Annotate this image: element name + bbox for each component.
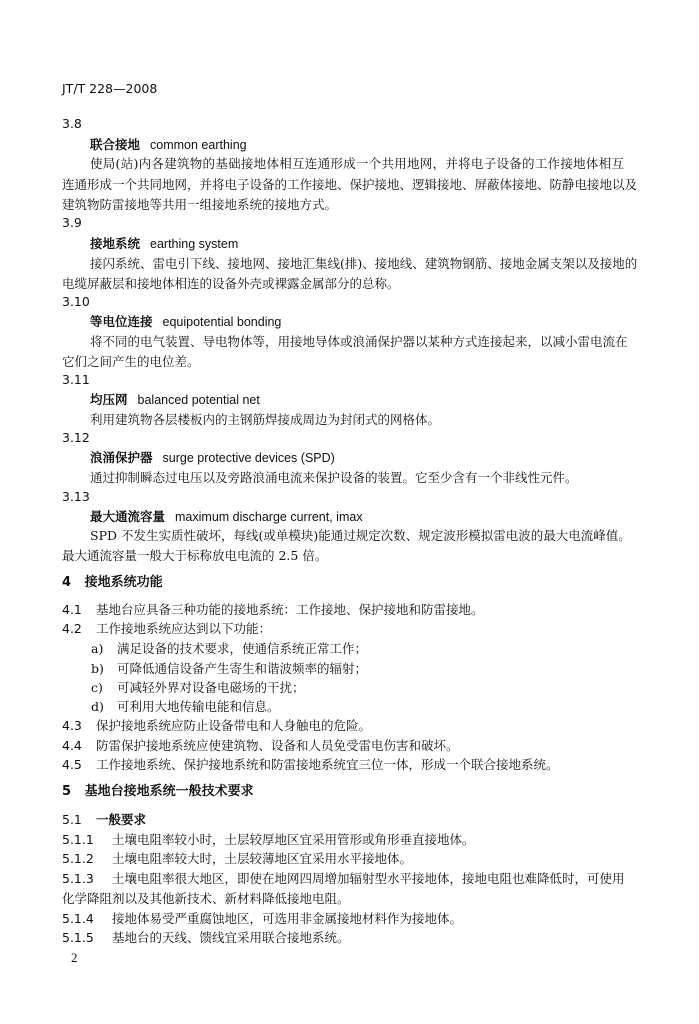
item-text: 接地体易受严重腐蚀地区，可选用非金属接地材料作为接地体。 [112,911,463,926]
item-number: 4.2 [62,621,82,636]
item-text-continuation: 化学降阻剂以及其他新技术、新材料降低接地电阻。 [62,891,350,906]
clause-body-line: 电缆屏蔽层和接地体相连的设备外壳或裸露金属部分的总称。 [62,276,400,291]
term-en: surge protective devices (SPD) [162,451,335,465]
clause-term [90,509,363,525]
item-number: 4.1 [62,602,82,617]
item-number: 5.1.5 [62,930,94,945]
page-number: 2 [71,950,78,965]
item-number: 4.5 [62,757,82,772]
item-text: 工作接地系统应达到以下功能： [96,621,272,636]
clause-number: 3.12 [62,430,90,445]
item-number: 4.3 [62,718,82,733]
term-zh: 联合接地 [90,137,141,152]
item-number: 5.1.2 [62,851,94,866]
subsection-title: 一般要求 [96,812,147,827]
term-zh: 接地系统 [90,236,141,251]
list-item-text: 可降低通信设备产生寄生和谐波频率的辐射； [117,661,368,676]
item-text: 土壤电阻率较小时，土层较厚地区宜采用管形或角形垂直接地体。 [112,832,475,847]
item-text: 土壤电阻率很大地区，即使在地网四周增加辐射型水平接地体，接地电阻也难降低时，可使用 [112,871,625,886]
clause-term [90,137,247,153]
item-text: 工作接地系统、保护接地系统和防雷接地系统宜三位一体，形成一个联合接地系统。 [96,757,559,772]
item-text: 基地台的天线、馈线宜采用联合接地系统。 [112,930,350,945]
clause-body-line: 利用建筑物各层楼板内的主钢筋焊接成周边为封闭式的网格体。 [90,412,441,427]
term-zh: 最大通流容量 [90,509,166,524]
term-zh: 均压网 [90,392,128,407]
list-marker: c) [91,680,103,695]
list-marker: a) [91,641,104,656]
clause-body-line: 它们之间产生的电位差。 [62,354,200,369]
list-item-text: 满足设备的技术要求，使通信系统正常工作； [117,641,368,656]
item-number: 5.1.3 [62,871,94,886]
clause-term [90,450,335,466]
clause-body-line: 通过抑制瞬态过电压以及旁路浪涌电流来保护设备的装置。它至少含有一个非线性元件。 [90,470,578,485]
item-text: 保护接地系统应防止设备带电和人身触电的危险。 [96,718,372,733]
clause-body-line: 将不同的电气装置、导电物体等，用接地导体或浪涌保护器以某种方式连接起来，以减小雷电流在 [90,334,628,349]
list-item-text: 可利用大地传输电能和信息。 [117,699,280,714]
clause-body-line: 使局(站)内各建筑物的基础接地体相互连通形成一个共用地网，并将电子设备的工作接地体相互 [90,156,624,171]
list-item-text: 可减轻外界对设备电磁场的干扰； [117,680,305,695]
clause-body-line: 接闪系统、雷电引下线、接地网、接地汇集线(排)、接地线、建筑物钢筋、接地金属支架以及接地的 [90,256,638,271]
item-text: 防雷保护接地系统应使建筑物、设备和人员免受雷电伤害和破坏。 [96,738,459,753]
item-text: 基地台应具备三种功能的接地系统：工作接地、保护接地和防雷接地。 [96,602,484,617]
list-marker: d) [91,699,104,714]
item-text: 土壤电阻率较大时，土层较薄地区宜采用水平接地体。 [112,851,413,866]
clause-number: 3.9 [62,215,82,230]
section-heading: 5 基地台接地系统一般技术要求 [62,784,254,799]
item-number: 5.1.1 [62,832,94,847]
clause-number: 3.8 [62,116,82,131]
clause-term [90,392,260,408]
item-number: 5.1.4 [62,911,94,926]
document-standard-id: JT/T 228—2008 [62,81,158,96]
term-en: equipotential bonding [162,315,282,329]
clause-number: 3.10 [62,294,90,309]
term-zh: 浪涌保护器 [90,450,153,465]
clause-number: 3.13 [62,489,90,504]
clause-term [90,236,238,252]
item-number: 4.4 [62,738,82,753]
clause-term [90,314,281,330]
subsection-number: 5.1 [62,812,82,827]
clause-body-line: 最大通流容量一般大于标称放电电流的 2.5 倍。 [62,548,328,563]
term-en: maximum discharge current, imax [175,510,363,524]
clause-body-line: 建筑物防雷接地等共用一组接地系统的接地方式。 [62,197,338,212]
list-marker: b) [91,661,104,676]
term-zh: 等电位连接 [90,314,153,329]
term-en: balanced potential net [137,393,260,407]
clause-body-line: SPD 不发生实质性破坏，每线(或单模块)能通过规定次数、规定波形模拟雷电波的最大电流峰值。 [90,528,631,543]
clause-number: 3.11 [62,372,90,387]
section-heading: 4 接地系统功能 [62,575,163,590]
term-en: earthing system [150,237,239,251]
term-en: common earthing [150,138,247,152]
clause-body-line: 连通形成一个共同地网，并将电子设备的工作接地、保护接地、逻辑接地、屏蔽体接地、防静电接地以及 [62,177,638,192]
